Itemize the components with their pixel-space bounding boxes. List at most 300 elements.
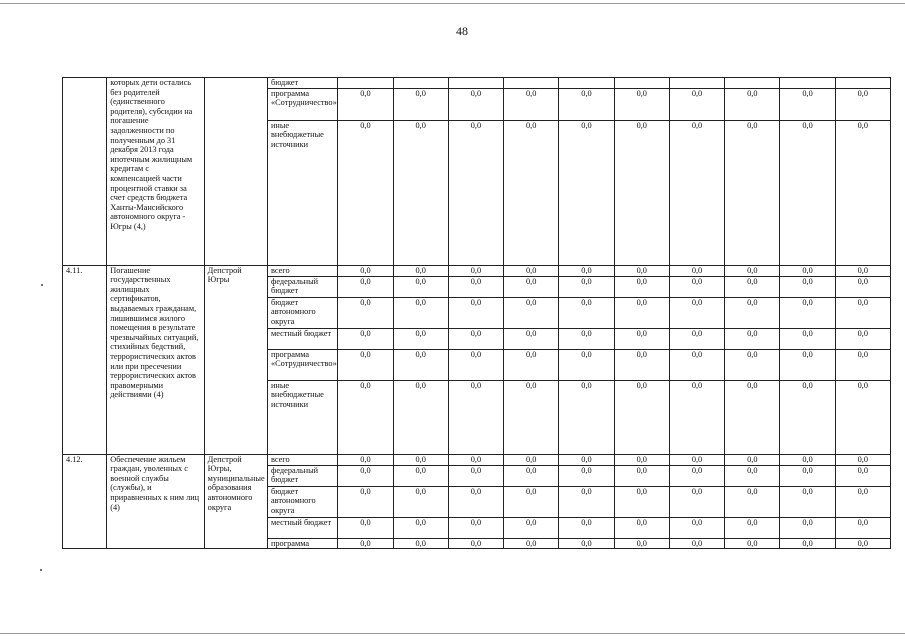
funding-value-cell <box>338 328 393 349</box>
funding-value-cell <box>448 328 503 349</box>
funding-value: 0,0 <box>360 380 371 390</box>
funding-value: 0,0 <box>470 88 482 98</box>
funding-value: 0,0 <box>636 517 647 527</box>
funding-value: 0,0 <box>581 297 592 307</box>
funding-value-cell <box>393 486 448 517</box>
funding-value: 0,0 <box>857 349 869 359</box>
funding-value: 0,0 <box>747 297 758 307</box>
budget-table-body <box>63 78 891 549</box>
funding-value: 0,0 <box>636 328 647 338</box>
responsible-executor: Депстрой Югры, муниципальные образования автономного округа <box>204 454 267 549</box>
scan-speck <box>41 284 43 286</box>
responsible-executor: Депстрой Югры <box>204 265 267 454</box>
funding-value: 0,0 <box>636 454 647 464</box>
funding-value: 0,0 <box>857 88 869 98</box>
funding-value: 0,0 <box>415 486 426 496</box>
funding-value: 0,0 <box>415 328 426 338</box>
funding-value: 0,0 <box>415 465 426 475</box>
funding-value: 0,0 <box>802 517 813 527</box>
table-row <box>63 78 891 89</box>
funding-source: программа «Сотрудничество» <box>267 88 337 120</box>
funding-value-cell <box>835 328 890 349</box>
funding-source: иные внебюджетные источники <box>267 380 337 454</box>
funding-value: 0,0 <box>802 538 813 548</box>
funding-source: местный бюджет <box>267 517 337 538</box>
page-number: 48 <box>456 24 468 38</box>
funding-value-cell <box>559 538 614 549</box>
funding-source: федеральный бюджет <box>267 276 337 297</box>
funding-value-cell <box>559 88 614 120</box>
funding-value: 0,0 <box>747 465 758 475</box>
funding-value: 0,0 <box>691 328 703 338</box>
funding-value-cell <box>448 120 503 265</box>
funding-source: программа <box>267 538 337 549</box>
table-row <box>63 454 891 465</box>
funding-value-cell <box>780 88 835 120</box>
funding-value: 0,0 <box>470 465 482 475</box>
funding-value-cell <box>393 538 448 549</box>
funding-value-cell <box>614 120 669 265</box>
funding-value: 0,0 <box>636 349 647 359</box>
funding-value: 0,0 <box>691 465 703 475</box>
funding-value-cell <box>504 88 559 120</box>
scan-speck <box>40 569 42 571</box>
funding-value: 0,0 <box>857 328 869 338</box>
item-number: 4.12. <box>63 454 107 549</box>
budget-table <box>62 77 891 549</box>
funding-value-cell <box>614 486 669 517</box>
funding-value: 0,0 <box>581 454 592 464</box>
funding-value-cell <box>725 120 780 265</box>
funding-value: 0,0 <box>857 120 869 130</box>
funding-value-cell <box>835 517 890 538</box>
funding-value-cell <box>504 349 559 380</box>
funding-value-cell <box>780 486 835 517</box>
funding-value-cell <box>725 328 780 349</box>
funding-value-cell <box>338 538 393 549</box>
funding-value: 0,0 <box>857 486 869 496</box>
funding-value-cell <box>835 297 890 328</box>
funding-value-cell <box>835 465 890 486</box>
funding-value: 0,0 <box>581 120 592 130</box>
funding-value-cell <box>614 328 669 349</box>
funding-value: 0,0 <box>636 380 647 390</box>
funding-value-cell <box>559 265 614 276</box>
funding-value: 0,0 <box>636 276 647 286</box>
funding-value-cell <box>448 297 503 328</box>
funding-value: 0,0 <box>415 349 426 359</box>
funding-value-cell <box>725 349 780 380</box>
funding-value-cell <box>338 454 393 465</box>
funding-value-cell <box>559 78 614 89</box>
funding-value-cell <box>669 517 724 538</box>
funding-source: федеральный бюджет <box>267 465 337 486</box>
funding-value: 0,0 <box>636 88 647 98</box>
funding-value: 0,0 <box>470 517 482 527</box>
funding-value-cell <box>835 486 890 517</box>
funding-value-cell <box>393 328 448 349</box>
funding-value-cell <box>393 78 448 89</box>
funding-source: программа «Сотрудничество» <box>267 349 337 380</box>
funding-value: 0,0 <box>691 486 703 496</box>
funding-value: 0,0 <box>526 465 537 475</box>
funding-value-cell <box>614 380 669 454</box>
funding-value-cell <box>504 265 559 276</box>
funding-value-cell <box>393 265 448 276</box>
funding-value-cell <box>780 297 835 328</box>
funding-value: 0,0 <box>857 517 869 527</box>
funding-value-cell <box>559 454 614 465</box>
funding-value: 0,0 <box>857 454 869 464</box>
funding-value: 0,0 <box>526 297 537 307</box>
funding-value: 0,0 <box>470 265 482 275</box>
funding-value: 0,0 <box>581 88 592 98</box>
funding-value: 0,0 <box>691 276 703 286</box>
funding-value-cell <box>780 538 835 549</box>
funding-value-cell <box>614 454 669 465</box>
funding-value-cell <box>393 88 448 120</box>
funding-value-cell <box>504 380 559 454</box>
funding-value-cell <box>504 78 559 89</box>
funding-value-cell <box>669 349 724 380</box>
funding-value: 0,0 <box>360 328 371 338</box>
funding-value: 0,0 <box>470 454 482 464</box>
funding-value-cell <box>559 120 614 265</box>
funding-value: 0,0 <box>415 276 426 286</box>
funding-value: 0,0 <box>581 486 592 496</box>
funding-value-cell <box>780 349 835 380</box>
funding-value: 0,0 <box>802 349 813 359</box>
funding-value: 0,0 <box>802 297 813 307</box>
funding-value: 0,0 <box>526 517 537 527</box>
funding-value-cell <box>725 538 780 549</box>
funding-value: 0,0 <box>747 265 758 275</box>
funding-value: 0,0 <box>747 486 758 496</box>
funding-value-cell <box>835 538 890 549</box>
funding-value-cell <box>559 517 614 538</box>
funding-value-cell <box>338 88 393 120</box>
funding-value-cell <box>338 465 393 486</box>
funding-value: 0,0 <box>415 517 426 527</box>
funding-value: 0,0 <box>747 88 758 98</box>
funding-value-cell <box>448 517 503 538</box>
funding-value: 0,0 <box>747 538 758 548</box>
funding-value: 0,0 <box>470 276 482 286</box>
funding-value-cell <box>504 120 559 265</box>
funding-value-cell <box>338 276 393 297</box>
funding-value: 0,0 <box>581 328 592 338</box>
funding-value: 0,0 <box>636 297 647 307</box>
funding-value-cell <box>614 538 669 549</box>
funding-value-cell <box>448 276 503 297</box>
funding-value: 0,0 <box>470 328 482 338</box>
funding-value-cell <box>393 517 448 538</box>
funding-value: 0,0 <box>526 486 537 496</box>
funding-value: 0,0 <box>747 120 758 130</box>
funding-value: 0,0 <box>360 349 371 359</box>
funding-value: 0,0 <box>691 297 703 307</box>
funding-value: 0,0 <box>470 349 482 359</box>
funding-value: 0,0 <box>470 297 482 307</box>
funding-value-cell <box>338 380 393 454</box>
table-row <box>63 265 891 276</box>
funding-value-cell <box>448 88 503 120</box>
funding-value-cell <box>504 538 559 549</box>
funding-value-cell <box>835 349 890 380</box>
funding-value-cell <box>669 486 724 517</box>
funding-value: 0,0 <box>526 120 537 130</box>
funding-source: местный бюджет <box>267 328 337 349</box>
funding-value-cell <box>725 517 780 538</box>
funding-value: 0,0 <box>415 454 426 464</box>
funding-value: 0,0 <box>526 265 537 275</box>
funding-value: 0,0 <box>747 328 758 338</box>
funding-value-cell <box>614 265 669 276</box>
funding-value-cell <box>780 465 835 486</box>
funding-value: 0,0 <box>360 538 371 548</box>
funding-value: 0,0 <box>360 454 371 464</box>
funding-value-cell <box>504 297 559 328</box>
funding-value-cell <box>669 276 724 297</box>
funding-value-cell <box>835 265 890 276</box>
responsible-executor <box>204 78 267 266</box>
funding-value-cell <box>448 465 503 486</box>
funding-value: 0,0 <box>581 265 592 275</box>
funding-value-cell <box>559 380 614 454</box>
funding-value: 0,0 <box>857 265 869 275</box>
funding-value: 0,0 <box>470 538 482 548</box>
funding-value-cell <box>393 465 448 486</box>
funding-value-cell <box>614 78 669 89</box>
funding-value: 0,0 <box>415 265 426 275</box>
funding-value-cell <box>614 349 669 380</box>
funding-value-cell <box>448 380 503 454</box>
funding-value-cell <box>669 88 724 120</box>
funding-value: 0,0 <box>415 380 426 390</box>
funding-value-cell <box>614 517 669 538</box>
funding-value: 0,0 <box>691 88 703 98</box>
funding-value-cell <box>780 380 835 454</box>
funding-value-cell <box>669 328 724 349</box>
funding-value: 0,0 <box>857 276 869 286</box>
funding-value: 0,0 <box>526 349 537 359</box>
funding-value-cell <box>338 517 393 538</box>
funding-value-cell <box>669 120 724 265</box>
item-name: Погашение государственных жилищных сертификатов, выдаваемых гражданам, лишившимся жилого помещения в результате чрезвычайных ситуаций, стихийных бедствий, террористических актов или при пресечении террористических актов правомерными действиями (4) <box>107 265 204 454</box>
funding-value-cell <box>669 297 724 328</box>
funding-value: 0,0 <box>581 517 592 527</box>
funding-value-cell <box>338 349 393 380</box>
funding-value-cell <box>504 276 559 297</box>
funding-value-cell <box>780 265 835 276</box>
funding-value: 0,0 <box>360 88 371 98</box>
funding-value: 0,0 <box>857 465 869 475</box>
funding-value: 0,0 <box>691 538 703 548</box>
funding-value: 0,0 <box>636 486 647 496</box>
funding-value-cell <box>559 328 614 349</box>
funding-value-cell <box>669 380 724 454</box>
funding-value-cell <box>725 265 780 276</box>
funding-value-cell <box>725 486 780 517</box>
funding-value: 0,0 <box>802 486 813 496</box>
funding-value: 0,0 <box>857 297 869 307</box>
funding-value: 0,0 <box>415 297 426 307</box>
funding-value-cell <box>393 120 448 265</box>
funding-value-cell <box>559 297 614 328</box>
funding-value: 0,0 <box>360 265 371 275</box>
funding-value: 0,0 <box>581 538 592 548</box>
funding-value: 0,0 <box>747 380 758 390</box>
funding-value-cell <box>725 276 780 297</box>
funding-value: 0,0 <box>802 465 813 475</box>
funding-value-cell <box>504 465 559 486</box>
funding-value: 0,0 <box>802 328 813 338</box>
funding-value: 0,0 <box>581 465 592 475</box>
funding-value-cell <box>338 78 393 89</box>
funding-value-cell <box>614 465 669 486</box>
funding-value-cell <box>725 297 780 328</box>
funding-value: 0,0 <box>691 265 703 275</box>
item-name: Обеспечение жильем граждан, уволенных с военной службы (службы), и приравненных к ним лиц (4) <box>107 454 204 549</box>
funding-value-cell <box>393 380 448 454</box>
funding-value: 0,0 <box>802 265 813 275</box>
funding-value: 0,0 <box>360 486 371 496</box>
funding-value: 0,0 <box>415 120 426 130</box>
funding-value-cell <box>669 465 724 486</box>
funding-value: 0,0 <box>636 465 647 475</box>
funding-value-cell <box>504 454 559 465</box>
funding-value-cell <box>835 88 890 120</box>
funding-source: бюджет автономного округа <box>267 486 337 517</box>
item-number <box>63 78 107 266</box>
funding-value-cell <box>614 276 669 297</box>
funding-value-cell <box>559 276 614 297</box>
funding-value: 0,0 <box>415 538 426 548</box>
funding-value: 0,0 <box>526 88 537 98</box>
funding-value-cell <box>393 297 448 328</box>
funding-value-cell <box>835 380 890 454</box>
funding-value-cell <box>835 276 890 297</box>
funding-value-cell <box>669 538 724 549</box>
funding-value-cell <box>504 328 559 349</box>
funding-value: 0,0 <box>802 88 813 98</box>
funding-value-cell <box>338 265 393 276</box>
funding-value-cell <box>559 349 614 380</box>
funding-value-cell <box>559 465 614 486</box>
funding-value-cell <box>338 486 393 517</box>
funding-value: 0,0 <box>360 465 371 475</box>
funding-source: всего <box>267 265 337 276</box>
funding-value: 0,0 <box>526 380 537 390</box>
funding-value: 0,0 <box>415 88 426 98</box>
funding-value-cell <box>835 454 890 465</box>
funding-value-cell <box>669 454 724 465</box>
item-name: которых дети остались без родителей (единственного родителя), субсидии на погашение задолженности по полученным до 31 декабря 2013 года ипотечным жилищным кредитам с компенсацией части процентной ставки за счет средств бюджета Ханты-Мансийского автономного округа - Югры (4,) <box>107 78 204 266</box>
item-number: 4.11. <box>63 265 107 454</box>
funding-source: бюджет автономного округа <box>267 297 337 328</box>
funding-value-cell <box>780 78 835 89</box>
funding-value-cell <box>725 465 780 486</box>
funding-value-cell <box>504 486 559 517</box>
funding-value-cell <box>725 88 780 120</box>
funding-value-cell <box>448 349 503 380</box>
funding-value: 0,0 <box>747 349 758 359</box>
funding-value: 0,0 <box>360 517 371 527</box>
funding-value-cell <box>614 297 669 328</box>
funding-value: 0,0 <box>747 517 758 527</box>
funding-value: 0,0 <box>360 120 371 130</box>
funding-value-cell <box>669 78 724 89</box>
funding-value: 0,0 <box>802 120 813 130</box>
funding-value-cell <box>725 380 780 454</box>
funding-value: 0,0 <box>691 517 703 527</box>
funding-value: 0,0 <box>470 486 482 496</box>
funding-value: 0,0 <box>526 276 537 286</box>
funding-value-cell <box>393 276 448 297</box>
funding-source: бюджет <box>267 78 337 89</box>
funding-value-cell <box>780 276 835 297</box>
funding-value: 0,0 <box>636 538 647 548</box>
funding-value-cell <box>448 486 503 517</box>
funding-value-cell <box>725 454 780 465</box>
funding-source: всего <box>267 454 337 465</box>
funding-value-cell <box>448 78 503 89</box>
funding-value-cell <box>835 120 890 265</box>
funding-value-cell <box>780 120 835 265</box>
funding-value: 0,0 <box>581 380 592 390</box>
funding-value-cell <box>835 78 890 89</box>
funding-value: 0,0 <box>360 276 371 286</box>
funding-value-cell <box>780 328 835 349</box>
funding-value-cell <box>393 349 448 380</box>
funding-value: 0,0 <box>636 120 647 130</box>
funding-value: 0,0 <box>636 265 647 275</box>
scan-bottom-edge <box>0 633 905 634</box>
funding-value-cell <box>669 265 724 276</box>
funding-value: 0,0 <box>747 276 758 286</box>
funding-value: 0,0 <box>526 538 537 548</box>
funding-value-cell <box>448 538 503 549</box>
funding-value-cell <box>559 486 614 517</box>
funding-value: 0,0 <box>802 380 813 390</box>
funding-value: 0,0 <box>581 349 592 359</box>
funding-value-cell <box>504 517 559 538</box>
funding-value: 0,0 <box>691 454 703 464</box>
funding-value: 0,0 <box>581 276 592 286</box>
funding-value: 0,0 <box>691 120 703 130</box>
funding-source: иные внебюджетные источники <box>267 120 337 265</box>
funding-value-cell <box>780 454 835 465</box>
funding-value: 0,0 <box>691 380 703 390</box>
funding-value: 0,0 <box>470 120 482 130</box>
funding-value: 0,0 <box>747 454 758 464</box>
funding-value: 0,0 <box>360 297 371 307</box>
funding-value-cell <box>338 120 393 265</box>
scan-top-edge <box>0 3 905 4</box>
funding-value-cell <box>448 265 503 276</box>
funding-value-cell <box>780 517 835 538</box>
funding-value: 0,0 <box>802 454 813 464</box>
funding-value-cell <box>448 454 503 465</box>
funding-value: 0,0 <box>802 276 813 286</box>
funding-value-cell <box>393 454 448 465</box>
funding-value: 0,0 <box>857 380 869 390</box>
funding-value-cell <box>338 297 393 328</box>
funding-value: 0,0 <box>857 538 869 548</box>
funding-value: 0,0 <box>526 328 537 338</box>
funding-value-cell <box>614 88 669 120</box>
funding-value: 0,0 <box>470 380 482 390</box>
